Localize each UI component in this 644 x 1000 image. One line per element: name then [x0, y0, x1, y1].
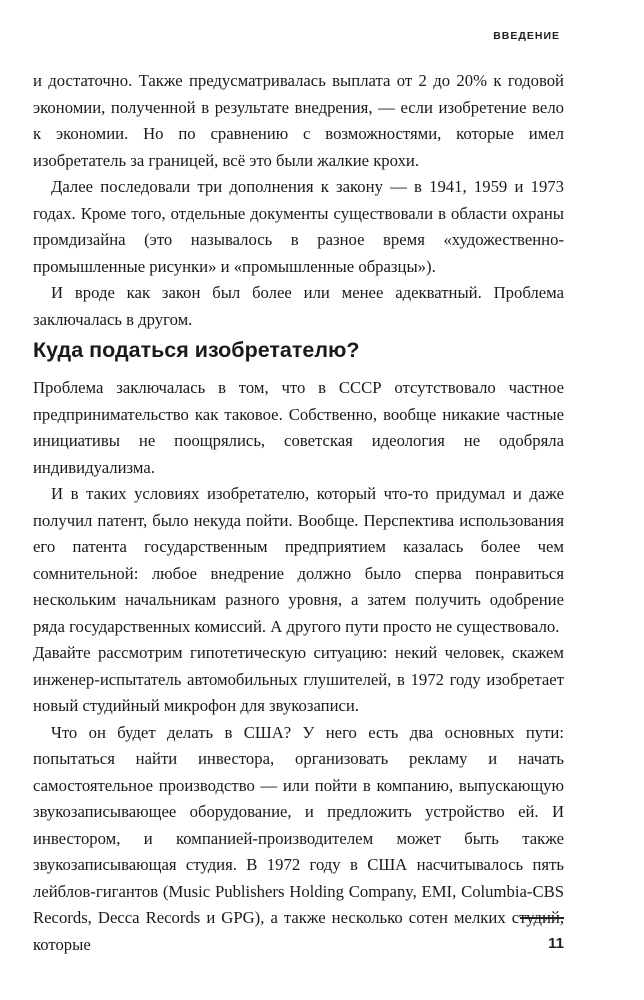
- paragraph: Далее последовали три дополнения к закону — в 1941, 1959 и 1973 годах. Кроме того, отдельные документы существовали в области охраны промдизайна (это называлось в разное время «художественно-промышленные рисунки» и «промышленные образцы»).: [33, 177, 564, 276]
- footer-rule: [520, 917, 564, 919]
- running-header: ВВЕДЕНИЕ: [493, 30, 560, 42]
- page-number: 11: [548, 935, 564, 952]
- section-heading: Куда податься изобретателю?: [33, 338, 360, 362]
- paragraph: И вроде как закон был более или менее адекватный. Проблема заключалась в другом.: [33, 283, 564, 329]
- paragraph: Давайте рассмотрим гипотетическую ситуацию: некий человек, скажем инженер-испытатель автомобильных глушителей, в 1972 году изобретает новый студийный микрофон для звукозаписи.: [33, 643, 564, 715]
- paragraph: Что он будет делать в США? У него есть два основных пути: попытаться найти инвестора, организовать рекламу и начать самостоятельное производство — или пойти в компанию, выпускающую звукозаписывающее оборудование, и предложить устройство ей. И инвестором, и компанией-производителем может быть также звукозаписывающая студия. В 1972 году в США насчитывалось пять лейблов-гигантов (Music Publishers Holding Company, EMI, Columbia-CBS Records, Decca Records и GPG), а также несколько сотен мелких студий, которые: [33, 722, 564, 954]
- section-text-main: [33, 375, 564, 958]
- paragraph: Проблема заключалась в том, что в СССР отсутствовало частное предпринимательство как таковое. Собственно, вообще никакие частные инициативы не поощрялись, советская идеология не одобряла индивидуализма.: [33, 378, 564, 477]
- paragraph: И в таких условиях изобретателю, который что-то придумал и даже получил патент, было некуда пойти. Вообще. Перспектива использования его патента государственным предприятием казалась более чем сомнительной: любое внедрение должно было сперва понравиться нескольким начальникам разного уровня, а затем получить одобрение ряда государственных комиссий. А другого пути просто не существовало.: [33, 484, 564, 636]
- section-text-intro: [33, 68, 564, 333]
- paragraph: и достаточно. Также предусматривалась выплата от 2 до 20% к годовой экономии, полученной в результате внедрения, — если изобретение вело к экономии. Но по сравнению с возможностями, которые имел изобретатель за границей, всё это были жалкие крохи.: [33, 71, 564, 170]
